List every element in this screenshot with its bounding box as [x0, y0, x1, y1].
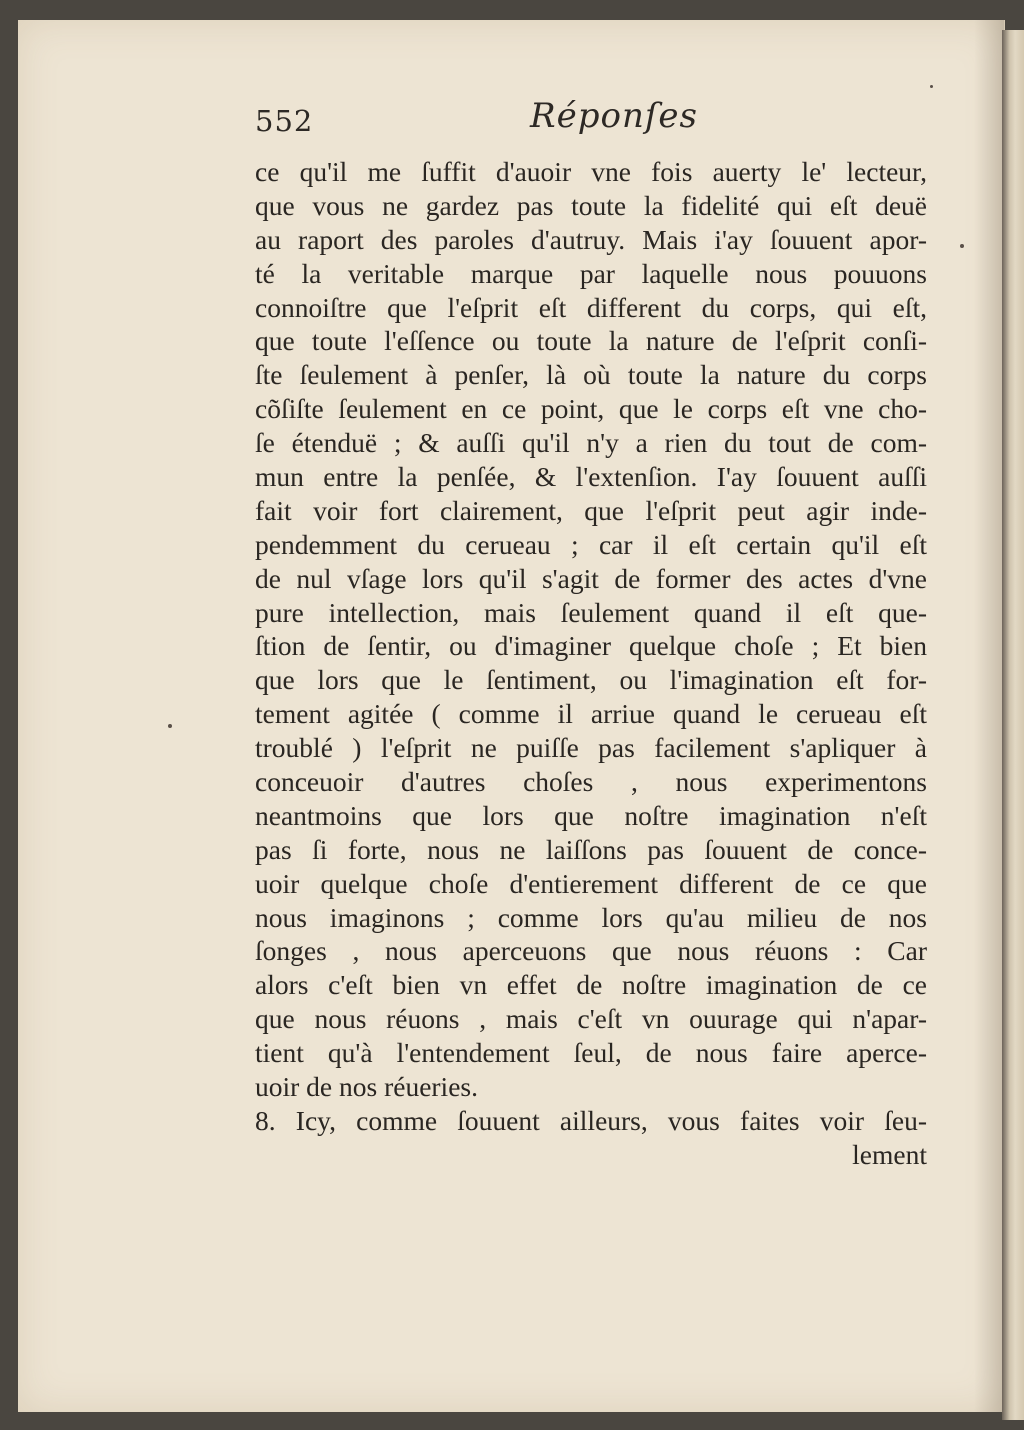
text-line: nous imaginons ; comme lors qu'au milieu de nos [255, 901, 927, 933]
catchword: lement [852, 1138, 927, 1170]
text-line: troublé ) l'eſprit ne puiſſe pas facilement s'apliquer à [255, 732, 927, 764]
text-line: uoir quelque choſe d'entierement different de ce que [255, 867, 927, 899]
text-line: ſonges , nous aperceuons que nous réuons : Car [255, 935, 927, 967]
text-line: pas ſi forte, nous ne laiſſons pas ſouuent de conce- [255, 833, 927, 865]
ink-speck [960, 244, 964, 248]
text-line: neantmoins que lors que noſtre imagination n'eſt [255, 799, 927, 831]
gutter-shadow [974, 20, 1004, 1412]
page-header [255, 96, 935, 146]
ink-speck [930, 85, 933, 88]
text-line: ce qu'il me ſuffit d'auoir vne fois auerty le' lecteur, [255, 156, 927, 187]
text-line: pure intellection, mais ſeulement quand il eſt que- [255, 596, 927, 628]
text-line: mun entre la penſée, & l'extenſion. I'ay ſouuent auſſi [255, 461, 927, 493]
text-line: de nul vſage lors qu'il s'agit de former des actes d'vne [255, 562, 927, 594]
text-line: alors c'eſt bien vn effet de noſtre imagination de ce [255, 969, 927, 1001]
text-line: au raport des paroles d'autruy. Mais i'ay ſouuent apor- [255, 223, 927, 255]
adjacent-page-edge [1002, 30, 1024, 1420]
text-line: ſtion de ſentir, ou d'imaginer quelque choſe ; Et bien [255, 630, 927, 662]
text-line: que vous ne gardez pas toute la fidelité qui eſt deuë [255, 189, 927, 221]
page-number: 552 [255, 104, 314, 138]
text-line: que toute l'eſſence ou toute la nature de l'eſprit conſi- [255, 325, 927, 357]
body-text [255, 155, 927, 1172]
ink-speck [168, 724, 172, 728]
text-line: 8. Icy, comme ſouuent ailleurs, vous faites voir ſeu- [255, 1104, 927, 1136]
text-line: ſte ſeulement à penſer, là où toute la nature du corps [255, 359, 927, 391]
text-line: que nous réuons , mais c'eſt vn ouurage qui n'apar- [255, 1003, 927, 1035]
text-line: uoir de nos réueries. [255, 1071, 478, 1103]
running-title: Réponſes [530, 96, 699, 136]
text-line: ſe étenduë ; & auſſi qu'il n'y a rien du tout de com- [255, 427, 927, 459]
text-line: cõſiſte ſeulement en ce point, que le corps eſt vne cho- [255, 393, 927, 425]
text-line: pendemment du cerueau ; car il eſt certain qu'il eſt [255, 528, 927, 560]
text-line: que lors que le ſentiment, ou l'imagination eſt for- [255, 664, 927, 696]
text-line: té la veritable marque par laquelle nous pouuons [255, 257, 927, 289]
text-line: conceuoir d'autres choſes , nous experimentons [255, 766, 927, 798]
text-line: fait voir fort clairement, que l'eſprit peut agir inde- [255, 494, 927, 526]
text-line: tement agitée ( comme il arriue quand le cerueau eſt [255, 698, 927, 730]
text-line: connoiſtre que l'eſprit eſt different du corps, qui eſt, [255, 291, 927, 323]
text-line: tient qu'à l'entendement ſeul, de nous faire aperce- [255, 1037, 927, 1069]
